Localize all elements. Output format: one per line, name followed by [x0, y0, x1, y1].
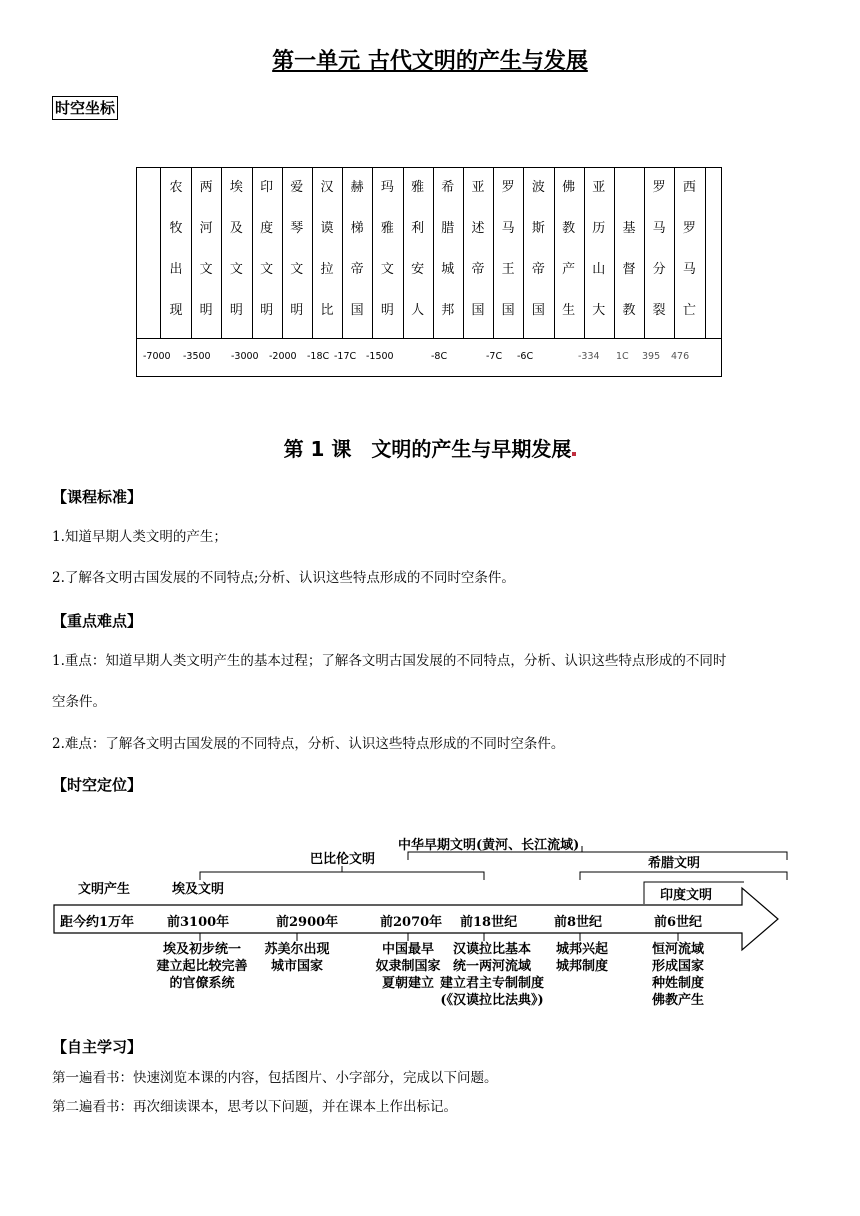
tick-10000-years: 距今约1万年	[60, 915, 135, 930]
year-label: -7000	[143, 351, 171, 362]
year-label: -334	[578, 351, 600, 362]
year-label: -6C	[517, 351, 534, 362]
standard-item-2: 2.了解各文明古国发展的不同特点;分析、认识这些特点形成的不同时空条件。	[52, 570, 515, 586]
event-column: 埃 及 文 明	[229, 180, 243, 318]
section-heading-standard: 【课程标准】	[52, 488, 143, 506]
event-column: 佛 教 产 生	[562, 180, 576, 318]
self-study-item-2: 第二遍看书：再次细读课本，思考以下问题，并在课本上作出标记。	[52, 1099, 457, 1115]
babylon-brace	[200, 866, 484, 880]
unit-title: 第一单元 古代文明的产生与发展	[272, 49, 588, 74]
year-label: -2000	[269, 351, 297, 362]
year-label: -7C	[486, 351, 503, 362]
note-egypt: 埃及初步统一 建立起比较完善 的官僚系统	[156, 942, 248, 991]
section-heading-positioning: 【时空定位】	[52, 776, 143, 794]
event-column: 亚 述 帝 国	[471, 180, 485, 318]
label-egypt: 埃及文明	[172, 882, 225, 897]
event-column: 罗 马 分 裂	[652, 180, 666, 318]
greek-brace	[580, 872, 787, 880]
event-column: 农 牧 出 现	[169, 180, 183, 318]
timeline-table	[136, 167, 722, 377]
label-civilization-origin: 文明产生	[78, 882, 131, 897]
year-label: 1C	[616, 351, 629, 362]
event-column: 希 腊 城 邦	[441, 180, 455, 318]
tick-2070bc: 前2070年	[380, 915, 443, 930]
event-column: 基 督 教	[622, 221, 636, 318]
event-column: 印 度 文 明	[260, 180, 274, 318]
year-label: -17C	[334, 351, 357, 362]
year-label: -8C	[431, 351, 448, 362]
event-column: 罗 马 王 国	[501, 180, 515, 318]
self-study-item-1: 第一遍看书：快速浏览本课的内容，包括图片、小字部分，完成以下问题。	[52, 1070, 498, 1086]
label-india: 印度文明	[660, 888, 713, 903]
event-column: 赫 梯 帝 国	[350, 180, 364, 318]
tick-3100bc: 前3100年	[167, 915, 230, 930]
label-greek: 希腊文明	[648, 856, 701, 871]
note-hammurabi: 汉谟拉比基本 统一两河流域 建立君主专制制度 (《汉谟拉比法典》)	[439, 942, 544, 1008]
tick-2900bc: 前2900年	[276, 915, 339, 930]
label-chinese-civilization: 中华早期文明(黄河、长江流域)	[398, 838, 580, 853]
note-sumer: 苏美尔出现 城市国家	[264, 942, 330, 974]
event-column: 汉 谟 拉 比	[320, 180, 334, 318]
event-column: 雅 利 安 人	[411, 180, 425, 318]
label-babylon: 巴比伦文明	[310, 852, 376, 867]
year-label: -18C	[307, 351, 330, 362]
note-xia: 中国最早 奴隶制国家 夏朝建立	[375, 942, 441, 991]
event-column: 亚 历 山 大	[592, 180, 606, 318]
year-label: -3000	[231, 351, 259, 362]
year-label: 395	[642, 351, 661, 362]
lesson-title: 第 1 课 文明的产生与早期发展	[0, 433, 860, 462]
timeline-label: 时空坐标	[52, 96, 118, 120]
year-label: -1500	[366, 351, 394, 362]
section-heading-key-points: 【重点难点】	[52, 612, 143, 630]
event-column: 两 河 文 明	[199, 180, 213, 318]
tick-8th-century-bc: 前8世纪	[554, 915, 603, 930]
key-point-line-3: 2.难点：了解各文明古国发展的不同特点，分析、认识这些特点形成的不同时空条件。	[52, 736, 565, 752]
event-column: 玛 雅 文 明	[380, 180, 394, 318]
time-positioning-diagram	[52, 826, 792, 1026]
key-point-line-1: 1.重点：知道早期人类文明产生的基本过程；了解各文明古国发展的不同特点，分析、认识这些特点形成的不同时	[52, 653, 727, 669]
note-ganges: 恒河流域 形成国家 种姓制度 佛教产生	[651, 942, 704, 1008]
year-label: 476	[671, 351, 690, 362]
event-column: 爱 琴 文 明	[290, 180, 304, 318]
event-column: 波 斯 帝 国	[531, 180, 545, 318]
tick-18th-century-bc: 前18世纪	[460, 915, 518, 930]
year-label: -3500	[183, 351, 211, 362]
table-column-line	[705, 168, 706, 338]
event-column: 西 罗 马 亡	[682, 180, 696, 318]
key-point-line-2: 空条件。	[52, 694, 106, 710]
note-city-state: 城邦兴起 城邦制度	[555, 942, 608, 974]
standard-item-1: 1.知道早期人类文明的产生；	[52, 529, 227, 545]
section-heading-self-study: 【自主学习】	[52, 1038, 143, 1056]
tick-6th-century-bc: 前6世纪	[654, 915, 703, 930]
